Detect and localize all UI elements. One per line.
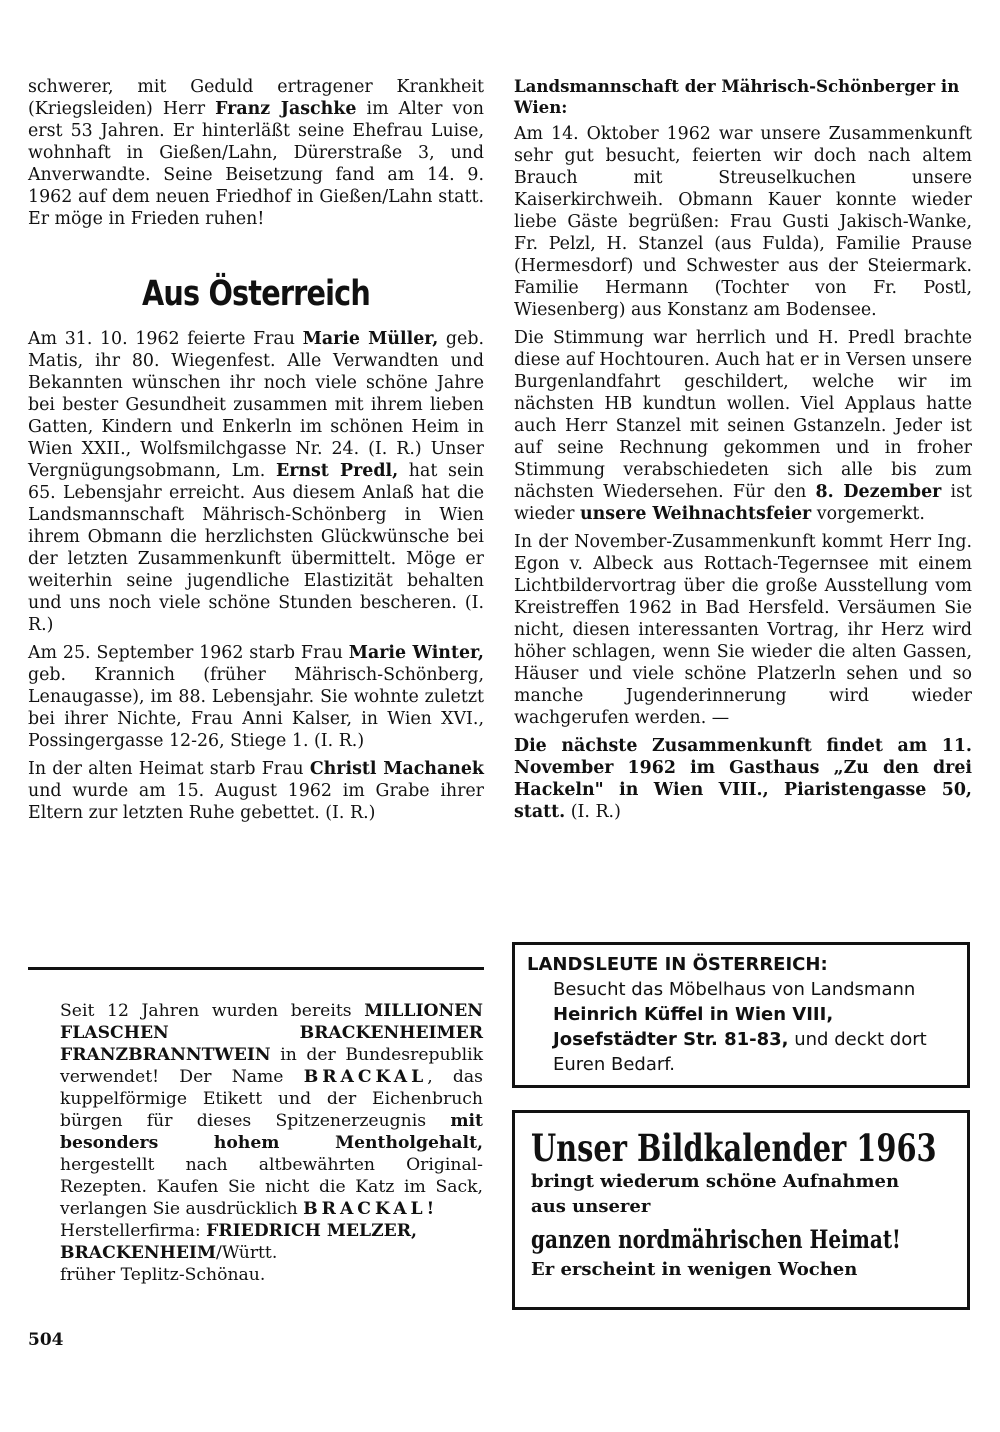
right-column	[514, 76, 972, 823]
brackal-text: Seit 12 Jahren wurden bereits MILLIONEN FLASCHEN BRACKENHEIMER FRANZBRANNTWEIN in der Bundesrepublik verwendet! Der Name BRACKAL, das kuppelförmige Etikett und der Eichenbruch bürgen für dieses Spitzenerzeugnis mit besonders hohem Mentholgehalt, hergestellt nach altbewährten Original-Rezepten. Kaufen Sie nicht die Katz im Sack, verlangen Sie ausdrücklich BRACKAL!	[60, 1001, 484, 1219]
divider-rule	[28, 967, 484, 970]
subheading-landsmannschaft: Landsmannschaft der Mährisch-Schönberger in Wien:	[514, 76, 960, 117]
bildkalender-line1: bringt wiederum schöne Aufnahmen	[531, 1171, 900, 1192]
obituary-winter: Am 25. September 1962 starb Frau Marie Winter, geb. Krannich (früher Mährisch-Schönberg, Lenaugasse), im 88. Lebensjahr. Sie wohnte zuletzt bei ihrer Nichte, Frau Anni Kalser, in Wien XVI., Possingergasse 12-26, Stiege 1. (I. R.)	[28, 643, 484, 751]
article-stimmung: Die Stimmung war herrlich und H. Predl brachte diese auf Hochtouren. Auch hat er in Versen unsere Burgenlandfahrt geschildert, welche wir im nächsten HB kundtun wollen. Viel Applaus hatte auch Herr Stanzel mit seinen Gstanzeln. Jeder ist auf seine Rechnung gekommen und in froher Stimmung verabschiedeten sich alle bis zum nächsten Wiedersehen. Für den 8. Dezember ist wieder unsere Weihnachtsfeier vorgemerkt.	[514, 328, 972, 524]
brackal-maker: Herstellerfirma: FRIEDRICH MELZER, BRACKENHEIM/Württ. früher Teplitz-Schönau.	[60, 1221, 418, 1285]
obituary-machanek: In der alten Heimat starb Frau Christl Machanek und wurde am 15. August 1962 im Grabe ihrer Eltern zur letzten Ruhe gebettet. (I. R.)	[28, 759, 484, 823]
bildkalender-line3: Er erscheint in wenigen Wochen	[531, 1259, 858, 1280]
bildkalender-advertisement	[512, 1110, 970, 1310]
bildkalender-line2: aus unserer	[531, 1196, 651, 1217]
article-zusammenkunft: Am 14. Oktober 1962 war unsere Zusammenkunft sehr gut besucht, feierten wir doch nach altem Brauch mit Streuselkuchen unsere Kaiserkirchweih. Obmann Kauer konnte wieder liebe Gäste begrüßen: Frau Gusti Jakisch-Wanke, Fr. Pelzl, H. Stanzel (aus Fulda), Familie Prause (Hermesdorf) und Schwester aus der Steiermark. Familie Hermann (Tochter von Fr. Postl, Wiesenberg) aus Konstanz am Bodensee.	[514, 124, 972, 320]
obituary-jaschke: schwerer, mit Geduld ertragener Krankheit (Kriegsleiden) Herr Franz Jaschke im Alter von erst 53 Jahren. Er hinterläßt seine Ehefrau Luise, wohnhaft in Gießen/Lahn, Dürerstraße 3, und Anverwandte. Seine Beisetzung fand am 14. 9. 1962 auf dem neuen Friedhof in Gießen/Lahn statt. Er möge in Frieden ruhen!	[28, 77, 484, 229]
moebelhaus-text: Besucht das Möbelhaus von Landsmann Heinrich Küffel in Wien VIII, Josefstädter Str. 81-83, und deckt dort Euren Bedarf.	[553, 979, 927, 1075]
article-november: In der November-Zusammenkunft kommt Herr Ing. Egon v. Albeck aus Rottach-Tegernsee mit einem Lichtbildervortrag über die große Ausstellung vom Kreistreffen 1962 in Bad Hersfeld. Versäumen Sie nicht, diesen interessanten Vortrag, ihr Herz wird höher schlagen, wenn Sie wieder die alten Gassen, Häuser und viele schöne Platzerln sehen und so manche Jugenderinnerung wird wieder wachgerufen werden. —	[514, 532, 972, 728]
left-column	[28, 76, 484, 824]
moebelhaus-advertisement	[512, 942, 970, 1088]
moebelhaus-title: LANDSLEUTE IN ÖSTERREICH:	[527, 954, 828, 975]
page-number: 504	[28, 1330, 64, 1350]
bildkalender-title: Unser Bildkalender 1963	[531, 1126, 937, 1170]
brackal-advertisement	[60, 1000, 483, 1286]
bildkalender-subtitle: ganzen nordmährischen Heimat!	[531, 1225, 901, 1254]
article-next-meeting: Die nächste Zusammenkunft findet am 11. November 1962 im Gasthaus „Zu den drei Hackeln" in Wien VIII., Piaristengasse 50, statt. (I. R.)	[514, 736, 972, 822]
section-heading: Aus Österreich	[142, 274, 370, 314]
article-mueller-predl: Am 31. 10. 1962 feierte Frau Marie Müller, geb. Matis, ihr 80. Wiegenfest. Alle Verwandten und Bekannten wünschen ihr noch viele schöne Jahre bei bester Gesundheit zusammen mit ihrem lieben Gatten, Kindern und Enkerln im schönen Heim in Wien XXII., Wolfsmilchgasse Nr. 24. (I. R.) Unser Vergnügungsobmann, Lm. Ernst Predl, hat sein 65. Lebensjahr erreicht. Aus diesem Anlaß hat die Landsmannschaft Mährisch-Schönberg in Wien ihrem Obmann die herzlichsten Glückwünsche bei der letzten Zusammenkunft übermittelt. Möge er weiterhin seine jugendliche Elastizität behalten und uns noch viele schöne Stunden bescheren. (I. R.)	[28, 329, 484, 635]
